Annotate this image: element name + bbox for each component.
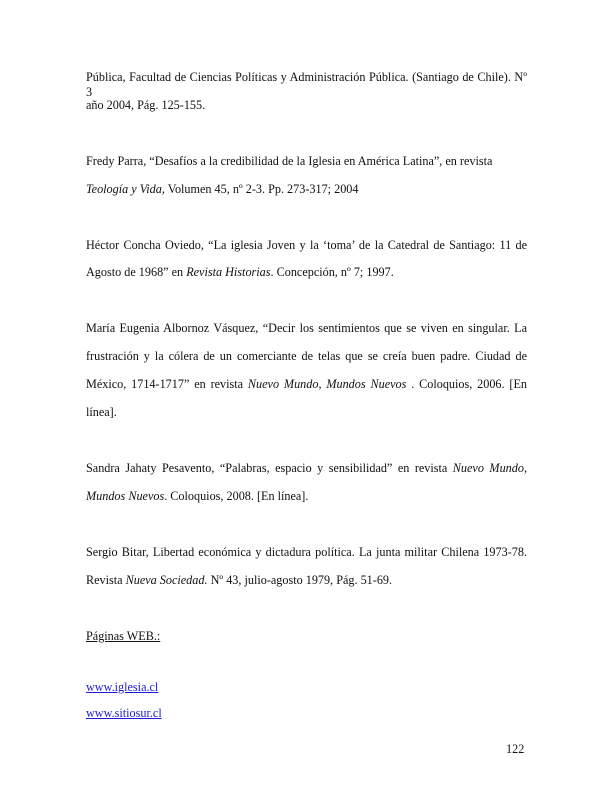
text-segment: . Concepción, nº 7; 1997. (270, 265, 394, 279)
text-segment: María Eugenia Albornoz Vásquez, “Decir los sentimientos que se viven en singular. La (86, 321, 527, 335)
text-segment: Sergio Bitar, Libertad económica y dictadura política. La junta militar Chilena 1973-78. (86, 545, 527, 559)
entry-1-line-1 (86, 182, 358, 197)
web-pages-heading: Páginas WEB.: (86, 629, 161, 643)
journal-title: Nueva Sociedad. (125, 573, 208, 587)
text-segment: línea]. (86, 405, 117, 419)
entry-2-line-1 (86, 265, 394, 280)
journal-title: Nuevo Mundo, Mundos Nuevos (247, 377, 407, 391)
entry-5-line-1 (86, 573, 392, 588)
text-segment: año 2004, Pág. 125-155. (86, 98, 206, 112)
entry-2-line-0 (86, 238, 527, 253)
text-segment: , Volumen 45, nº 2-3. Pp. 273-317; 2004 (161, 182, 359, 196)
text-segment: frustración y la cólera de un comerciante de telas que se creía buen padre. Ciudad de (86, 349, 527, 363)
entry-1-line-0 (86, 154, 492, 169)
text-segment: . Coloquios, 2008. [En línea]. (164, 489, 309, 503)
text-segment: Héctor Concha Oviedo, “La iglesia Joven y la ‘toma’ de la Catedral de Santiago: 11 de (86, 238, 527, 252)
entry-3-line-2 (86, 377, 527, 392)
text-segment: Revista (86, 573, 126, 587)
journal-title: Teología y Vida (86, 182, 162, 196)
text-segment: México, 1714-1717” en revista (86, 377, 248, 391)
entry-4-line-0 (86, 461, 527, 476)
entry-3-line-0 (86, 321, 527, 336)
web-link-row (86, 680, 158, 695)
text-segment: Pública, Facultad de Ciencias Políticas y Administración Pública. (Santiago de Chile). Nº 3 (86, 70, 527, 99)
journal-title: Mundos Nuevos (86, 489, 165, 503)
entry-3-line-1 (86, 349, 527, 364)
web-link-row (86, 706, 162, 721)
page-number: 122 (506, 742, 525, 756)
text-segment: Agosto de 1968” en (86, 265, 187, 279)
text-segment: . Coloquios, 2006. [En (411, 377, 528, 391)
text-segment: Sandra Jahaty Pesavento, “Palabras, espacio y sensibilidad” en revista (86, 461, 453, 475)
web-link-iglesia[interactable]: www.iglesia.cl (86, 680, 159, 694)
entry-0-line-0 (86, 70, 527, 100)
text-segment: Fredy Parra, “Desafíos a la credibilidad de la Iglesia en América Latina”, en revista (86, 154, 493, 168)
journal-title: Nuevo Mundo, (452, 461, 527, 475)
journal-title: Revista Historias (186, 265, 271, 279)
text-segment: Nº 43, julio-agosto 1979, Pág. 51-69. (207, 573, 393, 587)
web-link-sitiosur[interactable]: www.sitiosur.cl (86, 706, 162, 720)
entry-3-line-3 (86, 405, 117, 420)
entry-0-line-1 (86, 98, 205, 113)
entry-5-line-0 (86, 545, 527, 560)
entry-4-line-1 (86, 489, 308, 504)
